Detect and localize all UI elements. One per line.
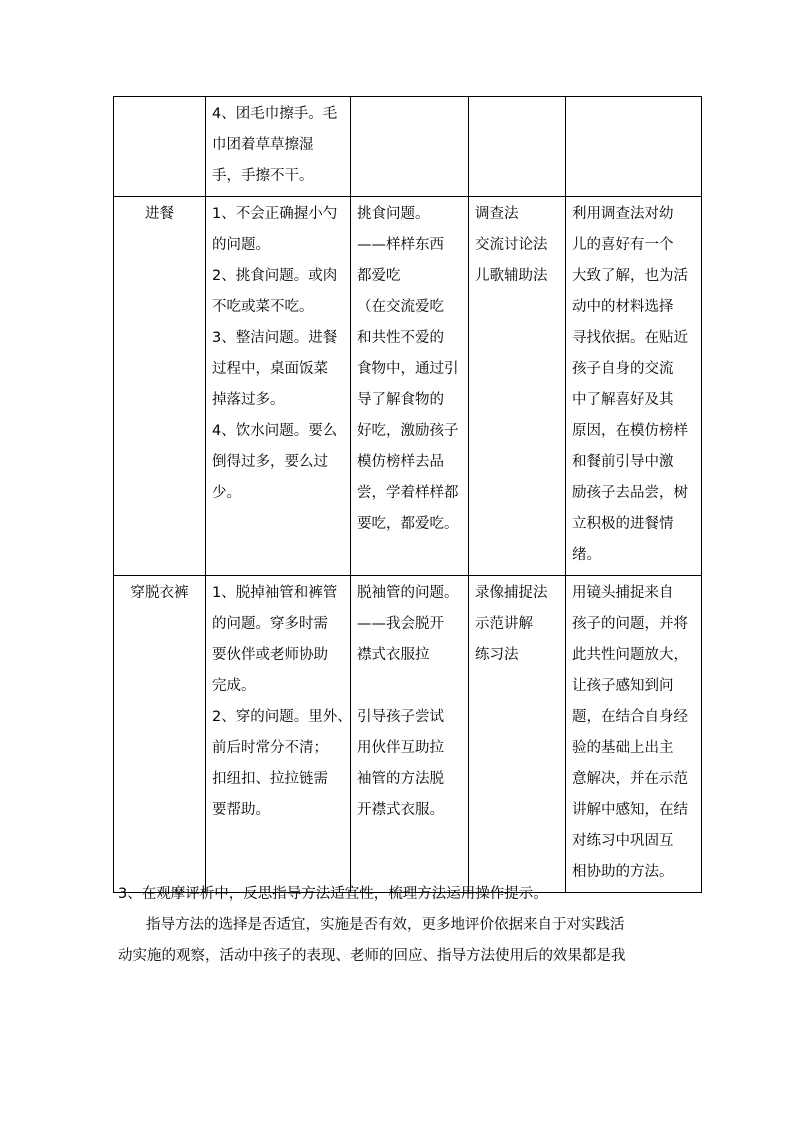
cell-line: 大致了解，也为活 (572, 268, 688, 284)
category-cell (114, 97, 206, 197)
cell-line: 食物中，通过引 (357, 361, 459, 377)
cell-line: （在交流爱吃 (357, 299, 444, 315)
cell-line: 1、不会正确握小勺 (212, 206, 338, 222)
cell-line: 尝，学着样样都 (357, 485, 459, 501)
cell-line: 练习法 (475, 647, 519, 663)
cell-line: 脱袖管的问题。 (357, 585, 459, 601)
cell-line: 立积极的进餐情 (572, 516, 674, 532)
cell-line: 要帮助。 (212, 802, 270, 818)
cell-line: 相协助的方法。 (572, 864, 674, 880)
cell-line: 中了解喜好及其 (572, 392, 674, 408)
cell-line: 动中的材料选择 (572, 299, 674, 315)
cell-line: 模仿榜样去品 (357, 454, 444, 470)
analysis-cell (566, 197, 702, 576)
cell-line: 袖管的方法脱 (357, 771, 444, 787)
cell-line (357, 671, 462, 702)
category-cell: 穿脱衣裤 (114, 576, 206, 893)
cell-line: 前后时常分不清； (212, 740, 328, 756)
cell-line: 录像捕捉法 (475, 585, 548, 601)
cell-line: 2、挑食问题。或肉 (212, 268, 338, 284)
section-heading-3: 3、在观摩评析中，反思指导方法适宜性，梳理方法运用操作提示。 (118, 886, 548, 902)
cell-line: 1、脱掉袖管和裤管 (212, 585, 338, 601)
problem-cell (206, 97, 351, 197)
method-cell (469, 197, 566, 576)
cell-line: 验的基础上出主 (572, 740, 674, 756)
cell-line: 题，在结合自身经 (572, 709, 688, 725)
cell-line: 过程中，桌面饭菜 (212, 361, 328, 377)
paragraph-line-1: 指导方法的选择是否适宜，实施是否有效，更多地评价依据来自于对实践活 (146, 917, 625, 933)
table-row (114, 97, 702, 197)
cell-line: 4、饮水问题。要么 (212, 423, 338, 439)
cell-line: 交流讨论法 (475, 237, 548, 253)
cell-line: 引导孩子尝试 (357, 709, 444, 725)
cell-line: 意解决，并在示范 (572, 771, 688, 787)
cell-line: 好吃，激励孩子 (357, 423, 459, 439)
cell-line: 导了解食物的 (357, 392, 444, 408)
cell-line: ——我会脱开 (357, 616, 444, 632)
guidance-cell (351, 197, 469, 576)
guidance-cell (351, 97, 469, 197)
cell-line: 3、整洁问题。进餐 (212, 330, 338, 346)
method-cell (469, 97, 566, 197)
cell-line: 励孩子去品尝，树 (572, 485, 688, 501)
guidance-table (113, 96, 702, 893)
cell-line: 用镜头捕捉来自 (572, 585, 674, 601)
cell-line: 此共性问题放大， (572, 647, 688, 663)
cell-line: ——样样东西 (357, 237, 444, 253)
problem-cell (206, 197, 351, 576)
cell-line: 都爱吃 (357, 268, 401, 284)
cell-line: 示范讲解 (475, 616, 533, 632)
cell-line: 要伙伴或老师协助 (212, 647, 328, 663)
analysis-cell (566, 576, 702, 893)
cell-line: 寻找依据。在贴近 (572, 330, 688, 346)
cell-line: 手，手擦不干。 (212, 168, 314, 184)
category-cell: 进餐 (114, 197, 206, 576)
guidance-cell (351, 576, 469, 893)
cell-line: 讲解中感知，在结 (572, 802, 688, 818)
cell-line: 儿的喜好有一个 (572, 237, 674, 253)
problem-cell (206, 576, 351, 893)
cell-line: 4、团毛巾擦手。毛 (212, 106, 338, 122)
cell-line: 要吃，都爱吃。 (357, 516, 459, 532)
method-cell (469, 576, 566, 893)
analysis-cell (566, 97, 702, 197)
cell-line: 原因，在模仿榜样 (572, 423, 688, 439)
cell-line: 孩子的问题，并将 (572, 616, 688, 632)
cell-line: 孩子自身的交流 (572, 361, 674, 377)
cell-line: 掉落过多。 (212, 392, 285, 408)
cell-line: 用伙伴互助拉 (357, 740, 444, 756)
cell-line: 利用调查法对幼 (572, 206, 674, 222)
cell-line: 不吃或菜不吃。 (212, 299, 314, 315)
cell-line: 少。 (212, 485, 241, 501)
paragraph-line-2: 动实施的观察，活动中孩子的表现、老师的回应、指导方法使用后的效果都是我 (118, 948, 626, 964)
cell-line: 和餐前引导中激 (572, 454, 674, 470)
cell-line: 襟式衣服拉 (357, 647, 430, 663)
cell-line: 调查法 (475, 206, 519, 222)
cell-line: 对练习中巩固互 (572, 833, 674, 849)
cell-line: 开襟式衣服。 (357, 802, 444, 818)
cell-line: 巾团着草草擦湿 (212, 137, 314, 153)
cell-line: 让孩子感知到问 (572, 678, 674, 694)
cell-line: 倒得过多，要么过 (212, 454, 328, 470)
cell-line: 和共性不爱的 (357, 330, 444, 346)
cell-line: 儿歌辅助法 (475, 268, 548, 284)
cell-line: 完成。 (212, 678, 256, 694)
table-row (114, 576, 702, 893)
cell-line: 扣纽扣、拉拉链需 (212, 771, 328, 787)
cell-line: 绪。 (572, 547, 601, 563)
cell-line: 2、穿的问题。里外、 (212, 709, 352, 725)
cell-line: 的问题。 (212, 237, 270, 253)
cell-line: 挑食问题。 (357, 206, 430, 222)
table-row (114, 197, 702, 576)
cell-line: 的问题。穿多时需 (212, 616, 328, 632)
